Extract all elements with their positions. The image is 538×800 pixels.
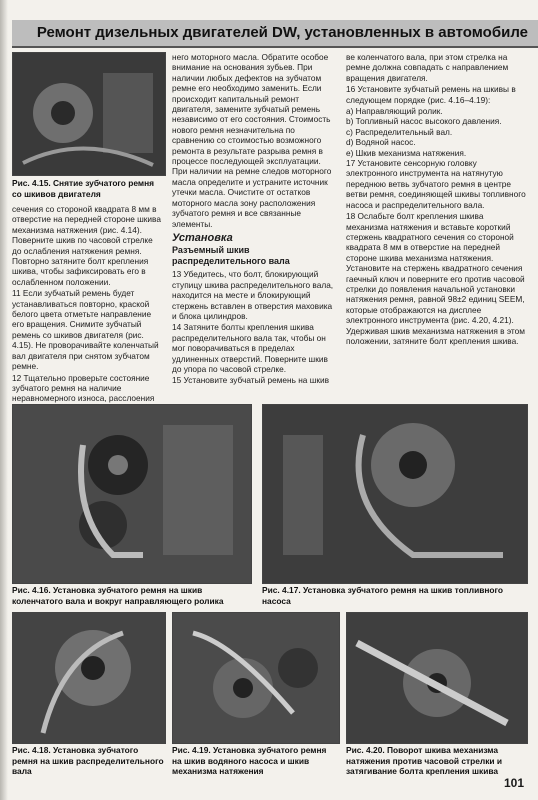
figure-4-16-photo (12, 404, 252, 584)
paragraph: 14 Затяните болты крепления шкива распределительного вала так, чтобы он мог поворачиваться в пределах удлиненных отверстий. Поверните шкив до упора по часовой стрелке. (172, 322, 328, 374)
paragraph: 13 Убедитесь, что болт, блокирующий ступицу шкива распределительного вала, находится на месте и блокирующий стержень вставлен в отверстия маховика и блока цилиндров. (172, 269, 334, 321)
text-column-2 (172, 52, 338, 387)
figure-4-17-caption: Рис. 4.17. Установка зубчатого ремня на шкив топливного насоса (262, 585, 504, 606)
engine-photo-graphic (13, 53, 165, 175)
page-title: Ремонт дизельных двигателей DW, установленных в автомобиле (36, 24, 528, 41)
water-pump-pulley-photo-graphic (173, 613, 339, 743)
figure-4-18-photo (12, 612, 166, 744)
paragraph: сечения со стороной квадрата 8 мм в отверстие на передней стороне шкива механизма натяжения (рис. 4.14). Поверните шкив по часовой стрелке до ослабления натяжения ремня. Повторно затяните болт крепления шкива, чтобы зафиксировать его в ослабленном положении. (12, 204, 161, 287)
figure-4-15-caption: Рис. 4.15. Снятие зубчатого ремня со шкивов двигателя (12, 178, 155, 199)
paragraph: 11 Если зубчатый ремень будет устанавливаться повторно, краской белого цвета отметьте направление его вращения. Снимите зубчатый ремень со шкивов двигателя (рис. 4.15). Не проворачивайте коленчатый вал двигателя при снятом зубчатом ремне. (12, 288, 159, 372)
paragraph: 17 Установите сенсорную головку электронного инструмента на натянутую переднюю ветвь зубчатого ремня в центре ветви ремня, соединяющей шкивы топливного насоса и распределительного вала. (346, 158, 526, 210)
figure-4-15-photo (12, 52, 166, 176)
figure-4-17-photo (262, 404, 528, 584)
figure-4-18-caption: Рис. 4.18. Установка зубчатого ремня на шкив распределительного вала (12, 745, 164, 776)
page-number: 101 (503, 776, 524, 790)
paragraph: него моторного масла. Обратите особое внимание на основания зубьев. При наличии любых дефектов на зубчатом ремне его необходимо заменить. Если происходит капитальный ремонт двигателя, замените зубчатый ремень независимо от его состояния. Стоимость нового ремня незначительна по сравнению со стоимостью возможного ремонта в результате разрыва ремня в процессе последующей эксплуатации. При наличии на ремне следов моторного масла определите и устраните источник утечки масла. Очистите от остатков моторного масла зону расположения зубчатого ремня и все связанные элементы. (172, 52, 332, 229)
page-binding-shadow (0, 0, 8, 800)
figure-4-19-caption: Рис. 4.19. Установка зубчатого ремня на шкив водяного насоса и шкив механизма натяжения (172, 745, 327, 776)
figure-4-19-photo (172, 612, 340, 744)
pulley-order-list (346, 106, 526, 158)
paragraph: 15 Установите зубчатый ремень на шкив (172, 375, 330, 386)
paragraph: 12 Тщательно проверьте состояние зубчатого ремня на наличие неравномерного износа, расслоения (12, 372, 155, 404)
list-item: e) Шкив механизма натяжения. (346, 147, 467, 158)
paragraph: 16 Установите зубчатый ремень на шкивы в следующем порядке (рис. 4.16–4.19): (346, 84, 516, 105)
figure-4-16-caption: Рис. 4.16. Установка зубчатого ремня на шкив коленчатого вала и вокруг направляющего ролика (12, 585, 224, 606)
list-item: b) Топливный насос высокого давления. (346, 116, 502, 127)
list-item: c) Распределительный вал. (346, 126, 453, 137)
camshaft-pulley-photo-graphic (13, 613, 165, 743)
figure-4-20-photo (346, 612, 528, 744)
section-heading: Установка (172, 231, 233, 244)
paragraph: ве коленчатого вала, при этом стрелка на ремне должна совпадать с направлением вращения двигателя. (346, 52, 509, 83)
subsection-heading: Разъемный шкив распределительного вала (172, 245, 290, 267)
figure-4-20-caption: Рис. 4.20. Поворот шкива механизма натяжения против часовой стрелки и затягивание болта крепления шкива (346, 745, 503, 776)
list-item: a) Направляющий ролик. (346, 106, 443, 117)
text-column-1 (12, 204, 164, 415)
tensioner-photo-graphic (347, 613, 527, 743)
crankshaft-pulley-photo-graphic (13, 405, 251, 583)
paragraph: 18 Ослабьте болт крепления шкива механизма натяжения и вставьте короткий стержень квадратного сечения со стороной квадрата 8 мм в отверстие на передней стороне шкива механизма натяжения. Установите на стержень квадратного сечения гаечный ключ и поверните его против часовой стрелки до появления начальной установки натяжения ремня, равной 98±2 единиц SEEM, которые отображаются на дисплее электронного инструмента (рис. 4.20, 4.21). Удерживая шкив механизма натяжения в этом положении, затяните болт крепления шкива. (346, 211, 525, 346)
fuel-pump-pulley-photo-graphic (263, 405, 527, 583)
text-column-3 (346, 52, 526, 347)
list-item: d) Водяной насос. (346, 137, 416, 148)
page-header (12, 20, 538, 48)
